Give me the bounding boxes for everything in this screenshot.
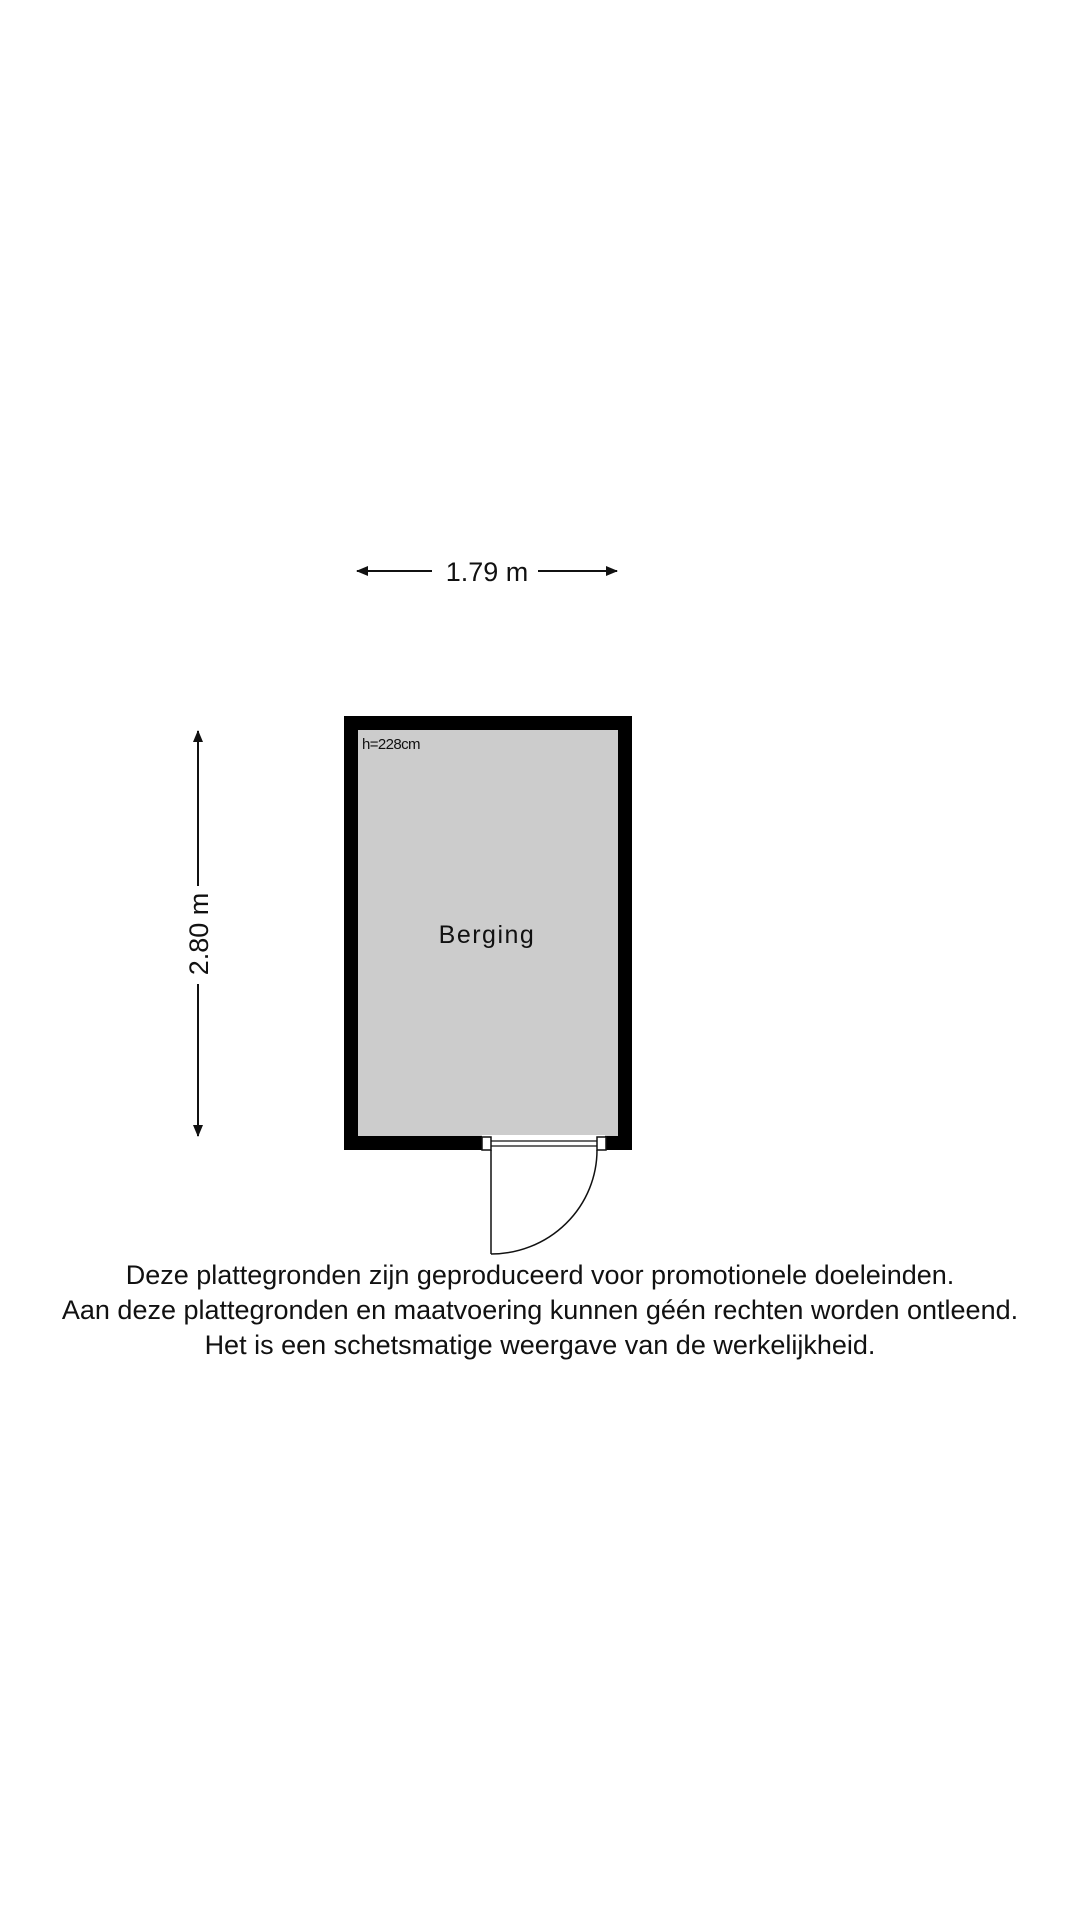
door-opening	[482, 1135, 605, 1151]
door-swing-arc	[491, 1150, 597, 1254]
room-berging	[344, 716, 632, 1150]
height-dimension	[184, 731, 214, 1136]
room-height-label: h=228cm	[362, 736, 420, 753]
door-frame-right	[597, 1137, 606, 1150]
door	[482, 1135, 606, 1254]
width-dimension	[357, 557, 617, 587]
disclaimer-line-1: Deze plattegronden zijn geproduceerd voor promotionele doeleinden.	[125, 1260, 955, 1290]
height-label: 2.80 m	[184, 892, 214, 976]
room-name-label: Berging	[438, 921, 536, 949]
disclaimer-line-3: Het is een schetsmatige weergave van de werkelijkheid.	[204, 1330, 876, 1360]
disclaimer-line-2: Aan deze plattegronden en maatvoering kunnen géén rechten worden ontleend.	[61, 1295, 1019, 1325]
width-label: 1.79 m	[445, 557, 529, 587]
door-frame-left	[482, 1137, 491, 1150]
disclaimer	[0, 1258, 1080, 1363]
